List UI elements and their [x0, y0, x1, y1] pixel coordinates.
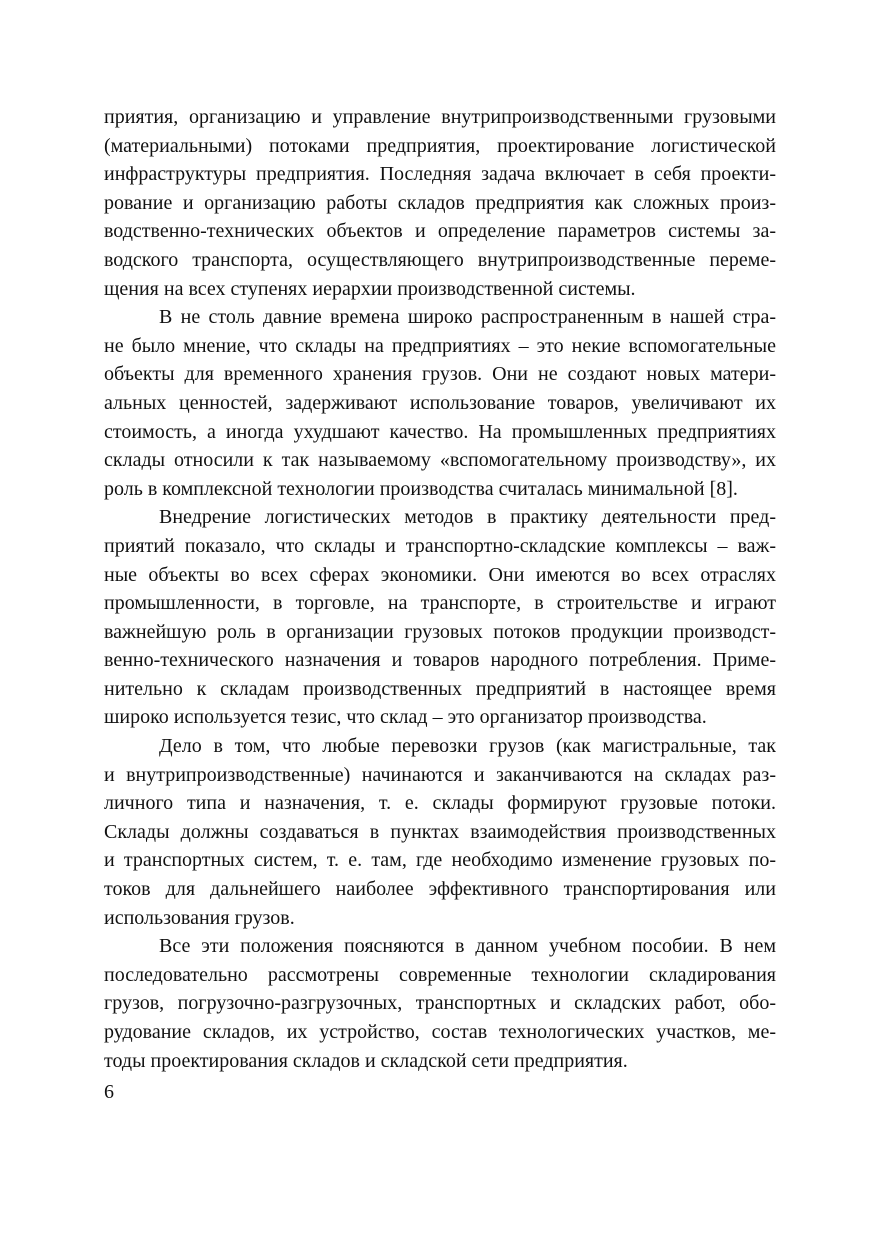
- text-line: стоимость, а иногда ухудшают качество. На промышленных предприятиях: [104, 420, 776, 443]
- text-line: венно-технического назначения и товаров народного потребления. Приме-: [104, 649, 776, 672]
- text-line: приятий показало, что склады и транспортно-складские комплексы – важ-: [104, 534, 776, 557]
- text-line: промышленности, в торговле, на транспорте, в строительстве и играют: [104, 592, 776, 615]
- text-line: личного типа и назначения, т. е. склады формируют грузовые потоки.: [104, 792, 776, 815]
- body-text: [104, 103, 776, 1075]
- text-line: последовательно рассмотрены современные технологии складирования: [104, 963, 776, 986]
- text-line: склады относили к так называемому «вспомогательному производству», их: [104, 449, 776, 472]
- text-line: и внутрипроизводственные) начинаются и заканчиваются на складах раз-: [104, 763, 776, 786]
- text-line: широко используется тезис, что склад – это организатор производства.: [104, 706, 707, 729]
- text-line: инфраструктуры предприятия. Последняя задача включает в себя проекти-: [104, 163, 776, 186]
- text-line: Дело в том, что любые перевозки грузов (как магистральные, так: [159, 735, 776, 758]
- text-line: объекты для временного хранения грузов. Они не создают новых матери-: [104, 363, 776, 386]
- text-line: рудование складов, их устройство, состав технологических участков, ме-: [104, 1021, 776, 1043]
- text-line: использования грузов.: [104, 906, 295, 929]
- text-line: В не столь давние времена широко распространенным в нашей стра-: [159, 306, 776, 329]
- text-line: рование и организацию работы складов предприятия как сложных произ-: [104, 191, 776, 214]
- text-line: Внедрение логистических методов в практику деятельности пред-: [159, 506, 776, 529]
- text-line: важнейшую роль в организации грузовых потоков продукции производст-: [104, 620, 776, 643]
- page-number: 6: [104, 1081, 114, 1103]
- text-line: ные объекты во всех сферах экономики. Они имеются во всех отраслях: [104, 563, 776, 586]
- text-line: водского транспорта, осуществляющего внутрипроизводственные переме-: [104, 248, 776, 271]
- text-line: тоды проектирования складов и складской сети предприятия.: [104, 1049, 628, 1072]
- text-line: щения на всех ступенях иерархии производственной системы.: [104, 277, 636, 300]
- text-line: водственно-технических объектов и определение параметров системы за-: [104, 220, 776, 243]
- text-line: нительно к складам производственных предприятий в настоящее время: [104, 677, 776, 700]
- text-line: роль в комплексной технологии производства считалась минимальной [8].: [104, 477, 738, 500]
- text-line: приятия, организацию и управление внутрипроизводственными грузовыми: [104, 106, 776, 128]
- text-line: альных ценностей, задерживают использование товаров, увеличивают их: [104, 391, 776, 414]
- text-line: (материальными) потоками предприятия, проектирование логистической: [104, 134, 776, 157]
- text-line: токов для дальнейшего наиболее эффективного транспортирования или: [104, 878, 776, 901]
- text-line: и транспортных систем, т. е. там, где необходимо изменение грузовых по-: [104, 849, 776, 872]
- text-line: Все эти положения поясняются в данном учебном пособии. В нем: [159, 935, 776, 958]
- text-line: не было мнение, что склады на предприятиях – это некие вспомогательные: [104, 334, 776, 357]
- text-line: Склады должны создаваться в пунктах взаимодействия производственных: [104, 820, 776, 843]
- text-line: грузов, погрузочно-разгрузочных, транспортных и складских работ, обо-: [104, 992, 776, 1015]
